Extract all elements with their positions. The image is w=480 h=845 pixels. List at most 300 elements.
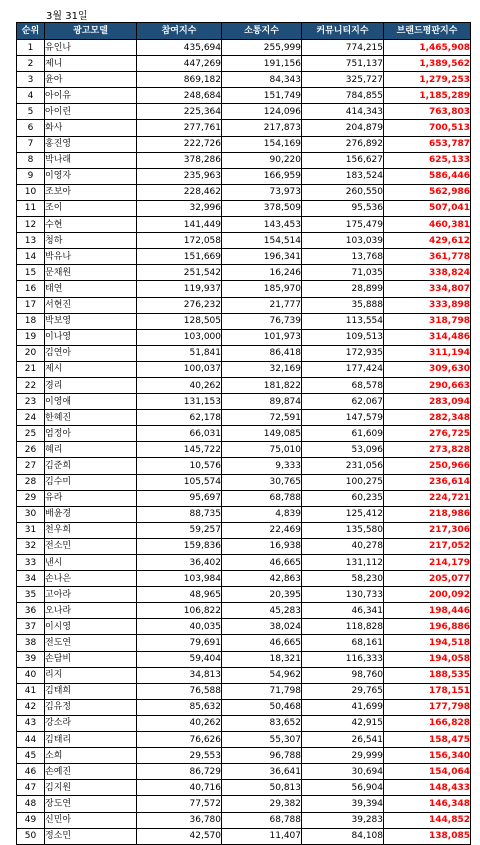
model-name-cell: 경리: [45, 377, 137, 393]
model-name-cell: 장도연: [45, 796, 137, 812]
brand-reputation-cell: 196,886: [384, 619, 471, 635]
community-cell: 53,096: [302, 442, 384, 458]
brand-reputation-cell: 177,798: [384, 699, 471, 715]
communication-cell: 16,938: [222, 538, 302, 554]
model-name-cell: 김태리: [45, 732, 137, 748]
rank-cell: 29: [17, 490, 45, 506]
communication-cell: 196,341: [222, 249, 302, 265]
brand-reputation-cell: 562,986: [384, 184, 471, 200]
communication-cell: 45,283: [222, 603, 302, 619]
communication-cell: 191,156: [222, 56, 302, 72]
brand-reputation-cell: 276,725: [384, 426, 471, 442]
communication-cell: 68,788: [222, 490, 302, 506]
model-name-cell: 수현: [45, 217, 137, 233]
model-name-cell: 화사: [45, 120, 137, 136]
rank-cell: 12: [17, 217, 45, 233]
brand-reputation-cell: 314,486: [384, 329, 471, 345]
rank-cell: 34: [17, 571, 45, 587]
table-row: [17, 458, 471, 474]
brand-reputation-cell: 178,151: [384, 683, 471, 699]
communication-cell: 75,010: [222, 442, 302, 458]
participation-cell: 251,542: [137, 265, 222, 281]
brand-reputation-cell: 205,077: [384, 571, 471, 587]
model-name-cell: 천우희: [45, 522, 137, 538]
community-cell: 13,768: [302, 249, 384, 265]
rank-cell: 35: [17, 587, 45, 603]
communication-cell: 255,999: [222, 40, 302, 56]
participation-cell: 103,000: [137, 329, 222, 345]
participation-cell: 66,031: [137, 426, 222, 442]
participation-cell: 277,761: [137, 120, 222, 136]
communication-cell: 166,959: [222, 168, 302, 184]
community-cell: 325,727: [302, 72, 384, 88]
community-cell: 41,699: [302, 699, 384, 715]
participation-cell: 228,462: [137, 184, 222, 200]
table-row: [17, 587, 471, 603]
participation-cell: 40,716: [137, 780, 222, 796]
table-row: [17, 136, 471, 152]
table-row: [17, 748, 471, 764]
communication-cell: 38,024: [222, 619, 302, 635]
communication-cell: 42,863: [222, 571, 302, 587]
rank-cell: 18: [17, 313, 45, 329]
participation-cell: 88,735: [137, 506, 222, 522]
communication-cell: 55,307: [222, 732, 302, 748]
participation-cell: 119,937: [137, 281, 222, 297]
participation-cell: 172,058: [137, 233, 222, 249]
rank-cell: 44: [17, 732, 45, 748]
community-cell: 39,394: [302, 796, 384, 812]
community-cell: 29,999: [302, 748, 384, 764]
community-cell: 175,479: [302, 217, 384, 233]
participation-cell: 29,553: [137, 748, 222, 764]
brand-reputation-cell: 763,803: [384, 104, 471, 120]
community-cell: 42,915: [302, 715, 384, 731]
brand-reputation-cell: 318,798: [384, 313, 471, 329]
community-cell: 39,283: [302, 812, 384, 828]
model-name-cell: 소희: [45, 748, 137, 764]
table-row: [17, 249, 471, 265]
community-cell: 751,137: [302, 56, 384, 72]
brand-reputation-cell: 283,094: [384, 394, 471, 410]
table-row: [17, 377, 471, 393]
table-row: [17, 780, 471, 796]
community-cell: 784,855: [302, 88, 384, 104]
community-cell: 29,765: [302, 683, 384, 699]
rank-cell: 42: [17, 699, 45, 715]
model-name-cell: 이나영: [45, 329, 137, 345]
table-row: [17, 764, 471, 780]
brand-reputation-cell: 156,340: [384, 748, 471, 764]
communication-cell: 217,873: [222, 120, 302, 136]
header-communication: 소통지수: [222, 23, 302, 40]
model-name-cell: 제시: [45, 361, 137, 377]
community-cell: 40,278: [302, 538, 384, 554]
rank-cell: 9: [17, 168, 45, 184]
participation-cell: 40,035: [137, 619, 222, 635]
model-name-cell: 유라: [45, 490, 137, 506]
participation-cell: 85,632: [137, 699, 222, 715]
community-cell: 84,108: [302, 828, 384, 844]
table-row: [17, 152, 471, 168]
rank-cell: 3: [17, 72, 45, 88]
communication-cell: 181,822: [222, 377, 302, 393]
communication-cell: 143,453: [222, 217, 302, 233]
participation-cell: 131,153: [137, 394, 222, 410]
brand-reputation-cell: 217,052: [384, 538, 471, 554]
participation-cell: 225,364: [137, 104, 222, 120]
communication-cell: 46,665: [222, 635, 302, 651]
participation-cell: 48,965: [137, 587, 222, 603]
header-community: 커뮤니티지수: [302, 23, 384, 40]
communication-cell: 101,973: [222, 329, 302, 345]
table-row: [17, 812, 471, 828]
model-name-cell: 정소민: [45, 828, 137, 844]
table-row: [17, 120, 471, 136]
table-row: [17, 619, 471, 635]
participation-cell: 103,984: [137, 571, 222, 587]
brand-reputation-cell: 1,279,253: [384, 72, 471, 88]
rank-cell: 32: [17, 538, 45, 554]
table-row: [17, 715, 471, 731]
table-row: [17, 538, 471, 554]
model-name-cell: 한혜진: [45, 410, 137, 426]
brand-reputation-cell: 1,389,562: [384, 56, 471, 72]
table-row: [17, 603, 471, 619]
community-cell: 156,627: [302, 152, 384, 168]
community-cell: 26,541: [302, 732, 384, 748]
model-name-cell: 유인나: [45, 40, 137, 56]
table-row: [17, 571, 471, 587]
header-participation: 참여지수: [137, 23, 222, 40]
model-name-cell: 이영애: [45, 394, 137, 410]
model-name-cell: 배윤경: [45, 506, 137, 522]
brand-reputation-cell: 158,475: [384, 732, 471, 748]
community-cell: 183,524: [302, 168, 384, 184]
communication-cell: 84,343: [222, 72, 302, 88]
participation-cell: 59,257: [137, 522, 222, 538]
participation-cell: 248,684: [137, 88, 222, 104]
communication-cell: 72,591: [222, 410, 302, 426]
table-row: [17, 394, 471, 410]
table-row: [17, 104, 471, 120]
table-row: [17, 490, 471, 506]
model-name-cell: 손나은: [45, 571, 137, 587]
brand-reputation-cell: 146,348: [384, 796, 471, 812]
model-name-cell: 조보아: [45, 184, 137, 200]
model-name-cell: 김수미: [45, 474, 137, 490]
rank-cell: 11: [17, 200, 45, 216]
model-name-cell: 이영자: [45, 168, 137, 184]
brand-reputation-cell: 309,630: [384, 361, 471, 377]
rank-cell: 23: [17, 394, 45, 410]
rank-cell: 31: [17, 522, 45, 538]
model-name-cell: 문채원: [45, 265, 137, 281]
participation-cell: 105,574: [137, 474, 222, 490]
communication-cell: 124,096: [222, 104, 302, 120]
community-cell: 260,550: [302, 184, 384, 200]
brand-reputation-cell: 1,185,289: [384, 88, 471, 104]
rank-cell: 14: [17, 249, 45, 265]
communication-cell: 151,749: [222, 88, 302, 104]
table-row: [17, 555, 471, 571]
participation-cell: 95,697: [137, 490, 222, 506]
communication-cell: 46,665: [222, 555, 302, 571]
community-cell: 774,215: [302, 40, 384, 56]
brand-reputation-cell: 311,194: [384, 345, 471, 361]
brand-reputation-cell: 273,828: [384, 442, 471, 458]
participation-cell: 235,963: [137, 168, 222, 184]
table-row: [17, 265, 471, 281]
date-label: 3월 31일: [46, 11, 88, 22]
participation-cell: 40,262: [137, 715, 222, 731]
brand-reputation-cell: 700,513: [384, 120, 471, 136]
communication-cell: 149,085: [222, 426, 302, 442]
rank-cell: 38: [17, 635, 45, 651]
community-cell: 177,424: [302, 361, 384, 377]
brand-reputation-cell: 507,041: [384, 200, 471, 216]
communication-cell: 16,246: [222, 265, 302, 281]
model-name-cell: 아이유: [45, 88, 137, 104]
brand-reputation-cell: 586,446: [384, 168, 471, 184]
community-cell: 147,579: [302, 410, 384, 426]
rank-cell: 33: [17, 555, 45, 571]
table-row: [17, 506, 471, 522]
community-cell: 172,935: [302, 345, 384, 361]
community-cell: 98,760: [302, 667, 384, 683]
model-name-cell: 손담비: [45, 651, 137, 667]
community-cell: 58,230: [302, 571, 384, 587]
participation-cell: 447,269: [137, 56, 222, 72]
rank-cell: 17: [17, 297, 45, 313]
brand-reputation-cell: 154,064: [384, 764, 471, 780]
communication-cell: 4,839: [222, 506, 302, 522]
model-name-cell: 제니: [45, 56, 137, 72]
brand-reputation-cell: 224,721: [384, 490, 471, 506]
community-cell: 113,554: [302, 313, 384, 329]
participation-cell: 159,836: [137, 538, 222, 554]
communication-cell: 154,169: [222, 136, 302, 152]
brand-reputation-cell: 138,085: [384, 828, 471, 844]
brand-reputation-cell: 236,614: [384, 474, 471, 490]
rank-cell: 39: [17, 651, 45, 667]
brand-reputation-cell: 200,092: [384, 587, 471, 603]
rank-cell: 8: [17, 152, 45, 168]
table-row: [17, 168, 471, 184]
participation-cell: 40,262: [137, 377, 222, 393]
community-cell: 62,067: [302, 394, 384, 410]
brand-reputation-cell: 625,133: [384, 152, 471, 168]
model-name-cell: 청하: [45, 233, 137, 249]
rank-cell: 1: [17, 40, 45, 56]
brand-reputation-cell: 217,306: [384, 522, 471, 538]
communication-cell: 11,407: [222, 828, 302, 844]
table-row: [17, 200, 471, 216]
table-row: [17, 313, 471, 329]
table-row: [17, 796, 471, 812]
rank-cell: 48: [17, 796, 45, 812]
rank-cell: 30: [17, 506, 45, 522]
participation-cell: 42,570: [137, 828, 222, 844]
rank-cell: 16: [17, 281, 45, 297]
brand-reputation-cell: 218,986: [384, 506, 471, 522]
rank-cell: 40: [17, 667, 45, 683]
rank-cell: 27: [17, 458, 45, 474]
community-cell: 118,828: [302, 619, 384, 635]
participation-cell: 76,588: [137, 683, 222, 699]
brand-reputation-cell: 188,535: [384, 667, 471, 683]
rank-cell: 21: [17, 361, 45, 377]
communication-cell: 90,220: [222, 152, 302, 168]
communication-cell: 22,469: [222, 522, 302, 538]
participation-cell: 51,841: [137, 345, 222, 361]
model-name-cell: 오나라: [45, 603, 137, 619]
community-cell: 95,536: [302, 200, 384, 216]
table-row: [17, 217, 471, 233]
model-name-cell: 아이린: [45, 104, 137, 120]
communication-cell: 9,333: [222, 458, 302, 474]
community-cell: 61,609: [302, 426, 384, 442]
header-rank: 순위: [17, 23, 45, 40]
brand-reputation-cell: 194,058: [384, 651, 471, 667]
community-cell: 68,161: [302, 635, 384, 651]
model-name-cell: 전소민: [45, 538, 137, 554]
rank-cell: 43: [17, 715, 45, 731]
rank-cell: 26: [17, 442, 45, 458]
model-name-cell: 전도연: [45, 635, 137, 651]
participation-cell: 36,780: [137, 812, 222, 828]
communication-cell: 21,777: [222, 297, 302, 313]
rank-cell: 4: [17, 88, 45, 104]
brand-reputation-cell: 290,663: [384, 377, 471, 393]
communication-cell: 76,739: [222, 313, 302, 329]
participation-cell: 128,505: [137, 313, 222, 329]
community-cell: 28,899: [302, 281, 384, 297]
table-row: [17, 297, 471, 313]
table-row: [17, 474, 471, 490]
rank-cell: 20: [17, 345, 45, 361]
community-cell: 46,341: [302, 603, 384, 619]
model-name-cell: 조이: [45, 200, 137, 216]
participation-cell: 222,726: [137, 136, 222, 152]
table-row: [17, 56, 471, 72]
participation-cell: 59,404: [137, 651, 222, 667]
table-row: [17, 522, 471, 538]
participation-cell: 76,626: [137, 732, 222, 748]
model-name-cell: 박나래: [45, 152, 137, 168]
community-cell: 414,343: [302, 104, 384, 120]
model-name-cell: 홍진영: [45, 136, 137, 152]
model-name-cell: 김연아: [45, 345, 137, 361]
table-row: [17, 72, 471, 88]
model-name-cell: 태연: [45, 281, 137, 297]
community-cell: 109,513: [302, 329, 384, 345]
community-cell: 130,733: [302, 587, 384, 603]
table-row: [17, 184, 471, 200]
model-name-cell: 김준희: [45, 458, 137, 474]
table-row: [17, 683, 471, 699]
rank-cell: 13: [17, 233, 45, 249]
community-cell: 116,333: [302, 651, 384, 667]
communication-cell: 96,788: [222, 748, 302, 764]
communication-cell: 30,765: [222, 474, 302, 490]
participation-cell: 86,729: [137, 764, 222, 780]
participation-cell: 276,232: [137, 297, 222, 313]
table-row: [17, 426, 471, 442]
communication-cell: 20,395: [222, 587, 302, 603]
model-name-cell: 박유나: [45, 249, 137, 265]
community-cell: 125,412: [302, 506, 384, 522]
communication-cell: 68,788: [222, 812, 302, 828]
rank-cell: 7: [17, 136, 45, 152]
participation-cell: 77,572: [137, 796, 222, 812]
model-name-cell: 서현진: [45, 297, 137, 313]
table-row: [17, 329, 471, 345]
header-brand-reputation: 브랜드평판지수: [384, 23, 471, 40]
participation-cell: 435,694: [137, 40, 222, 56]
communication-cell: 36,641: [222, 764, 302, 780]
community-cell: 30,694: [302, 764, 384, 780]
ranking-rows: [17, 40, 471, 845]
model-name-cell: 고아라: [45, 587, 137, 603]
brand-reputation-cell: 250,966: [384, 458, 471, 474]
rank-cell: 22: [17, 377, 45, 393]
brand-reputation-cell: 148,433: [384, 780, 471, 796]
brand-reputation-cell: 361,778: [384, 249, 471, 265]
rank-cell: 5: [17, 104, 45, 120]
table-row: [17, 828, 471, 844]
model-name-cell: 김유정: [45, 699, 137, 715]
communication-cell: 54,962: [222, 667, 302, 683]
model-name-cell: 신민아: [45, 812, 137, 828]
communication-cell: 32,169: [222, 361, 302, 377]
header-model: 광고모델: [45, 23, 137, 40]
participation-cell: 34,813: [137, 667, 222, 683]
table-row: [17, 635, 471, 651]
brand-reputation-cell: 333,898: [384, 297, 471, 313]
model-name-cell: 혜리: [45, 442, 137, 458]
brand-reputation-cell: 144,852: [384, 812, 471, 828]
rank-cell: 10: [17, 184, 45, 200]
brand-reputation-cell: 214,179: [384, 555, 471, 571]
brand-reputation-cell: 338,824: [384, 265, 471, 281]
rank-cell: 47: [17, 780, 45, 796]
communication-cell: 185,970: [222, 281, 302, 297]
model-name-cell: 박보영: [45, 313, 137, 329]
community-cell: 56,904: [302, 780, 384, 796]
model-name-cell: 이시영: [45, 619, 137, 635]
model-name-cell: 손예진: [45, 764, 137, 780]
model-name-cell: 엄정아: [45, 426, 137, 442]
table-row: [17, 732, 471, 748]
communication-cell: 18,321: [222, 651, 302, 667]
table-row: [17, 361, 471, 377]
community-cell: 100,275: [302, 474, 384, 490]
brand-reputation-cell: 198,446: [384, 603, 471, 619]
table-row: [17, 281, 471, 297]
brand-reputation-cell: 166,828: [384, 715, 471, 731]
communication-cell: 83,652: [222, 715, 302, 731]
table-row: [17, 40, 471, 56]
community-cell: 204,879: [302, 120, 384, 136]
rank-cell: 28: [17, 474, 45, 490]
communication-cell: 29,382: [222, 796, 302, 812]
rank-cell: 15: [17, 265, 45, 281]
participation-cell: 10,576: [137, 458, 222, 474]
communication-cell: 89,874: [222, 394, 302, 410]
participation-cell: 36,402: [137, 555, 222, 571]
participation-cell: 151,669: [137, 249, 222, 265]
